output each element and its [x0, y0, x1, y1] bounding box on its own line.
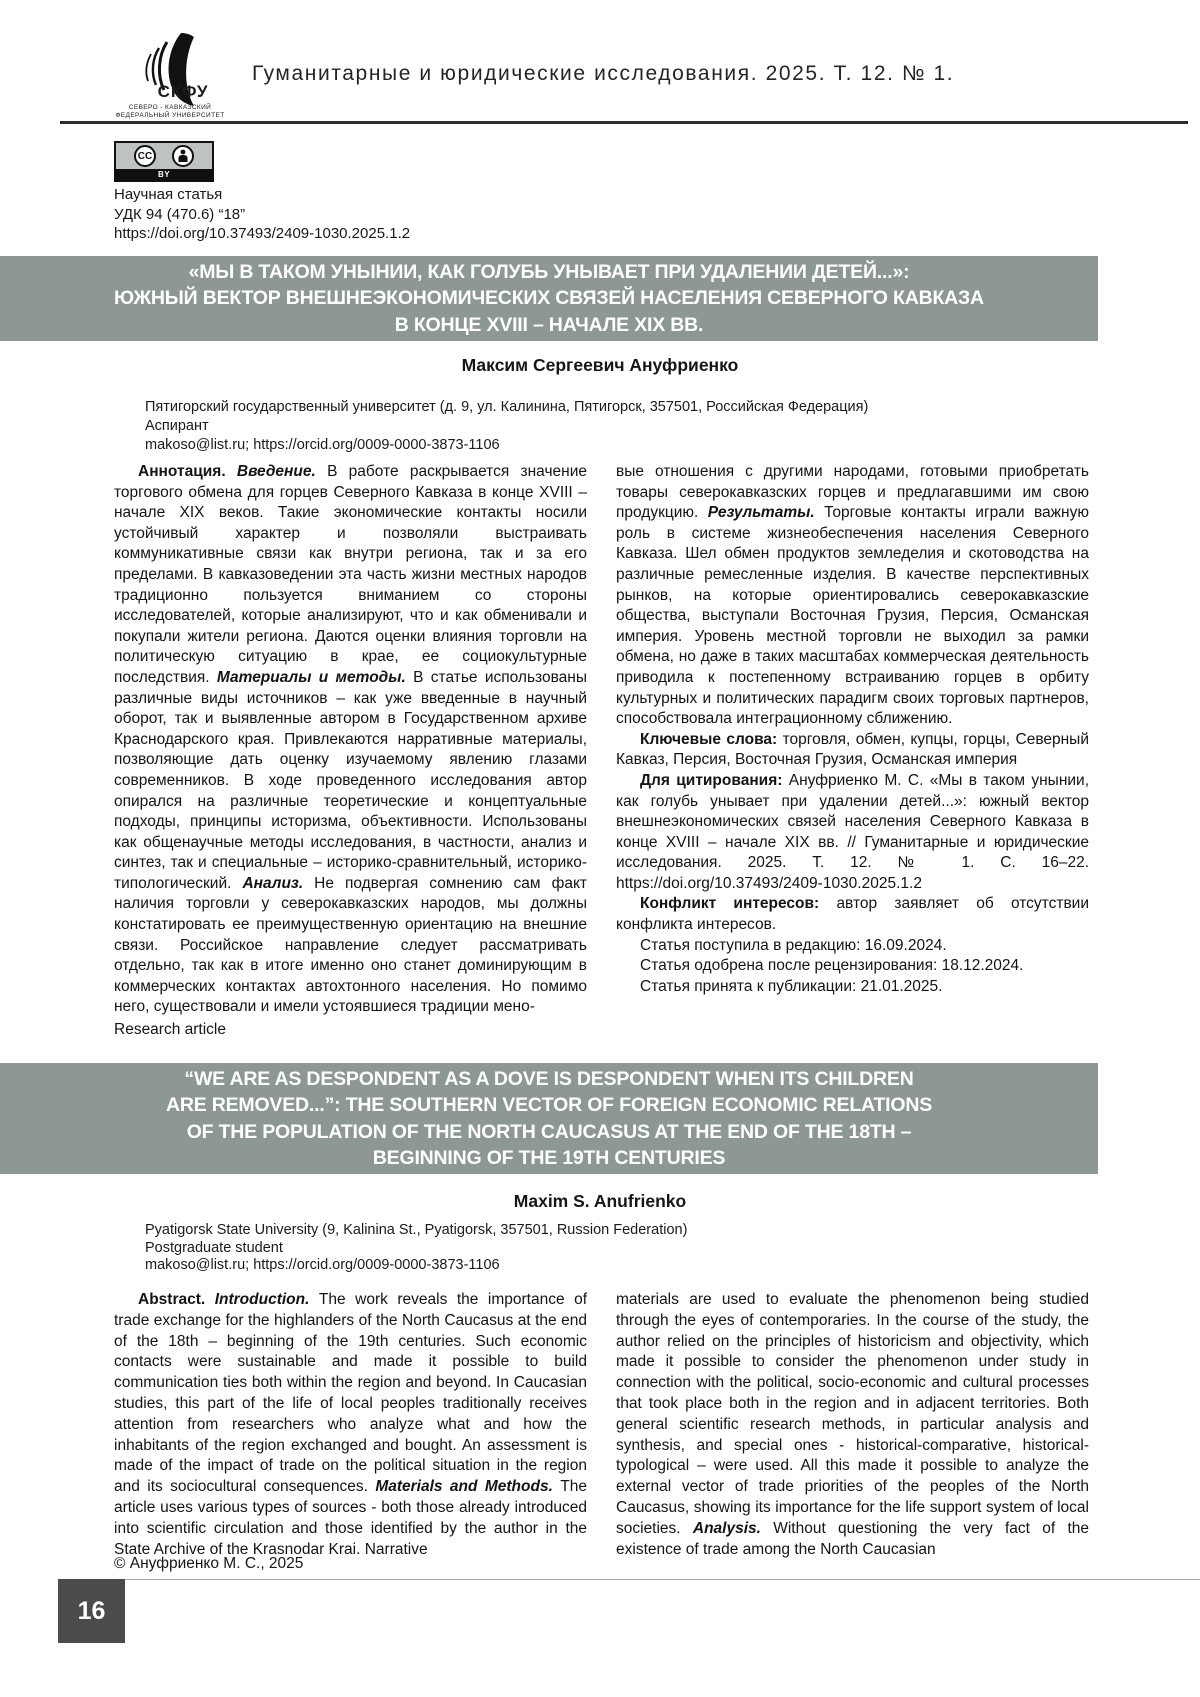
footer-divider [58, 1579, 1200, 1580]
citation-ru: Для цитирования: Ануфриенко М. С. «Мы в таком унынии, как голубь унывает при удалении детей...»: южный вектор внешнеэкономических связей населения Северного Кавказа в конце XVIII – начале XIX вв. // Гуманитарные и юридические исследования. 2025. Т. 12. № 1. С. 16–22. https://doi.org/10.37493/2409-1030.2025.1.2 [616, 771, 1090, 892]
abstract-en-continuation: materials are used to evaluate the phenomenon being studied through the eyes of contemporaries. In the course of the study, the author relied on the principles of historicism and objectivity, which made it possible to consider the phenomenon under study in connection with the political, socio-economic and cultural processes that took place both in the region and in adjacent territories. Both general scientific research methods, in particular analysis and synthesis, and special ones - historical-comparative, historical-typological – were used. All this made it possible to analyze the external vector of trade priorities of the peoples of the North Caucasus, showing its importance for the life support system of local societies. Analysis. Without questioning the very fact of the existence of trade among the North Caucasian [616, 1291, 1089, 1558]
title-en-line3: OF THE POPULATION OF THE NORTH CAUCASUS AT THE END OF THE 18TH – [186, 1120, 912, 1143]
logo-abbr: СКФУ [157, 82, 209, 101]
cc-icon: CC [134, 145, 156, 167]
title-en-line1: “WE ARE AS DESPONDENT AS A DOVE IS DESPONDENT WHEN ITS CHILDREN [184, 1067, 914, 1090]
university-logo [112, 32, 228, 132]
doi-link[interactable]: https://doi.org/10.37493/2409-1030.2025.1.2 [114, 225, 411, 242]
date-accepted: Статья принята к публикации: 21.01.2025. [640, 977, 943, 995]
date-received: Статья поступила в редакцию: 16.09.2024. [640, 936, 947, 954]
abstract-ru-paragraph: Аннотация. Введение. В работе раскрывается значение торгового обмена для горцев Северного Кавказа в конце XVIII – начале XIX веков. Такие экономические контакты носили устойчивый характер и позволяли выстраивать коммуникативные связи как внутри региона, так и за его пределами. В кавказоведении эта часть жизни местных народов традиционно пользуется вниманием со стороны исследователей, которые анализируют, что и как обменивали и покупали жители региона. Даются оценки влияния торговли на политическую ситуацию в крае, ее социокультурные последствия. Материалы и методы. В статье использованы различные виды источников – как уже введенные в научный оборот, так и выявленные автором в Государственном архиве Краснодарского края. Привлекаются нарративные материалы, позволяющие дать оценку изучаемому явлению глазами современников. В ходе проведенного исследования автор опирался на различные теоретические и концептуальные подходы, принципы историзма, объективности. Использованы как общенаучные методы исследования, в частности, анализ и синтез, так и специальные – историко-сравнительный, историко-типологический. Анализ. Не подвергая сомнению сам факт наличия торговли у северокавказских народов, мы должны констатировать ее преимущественную ориентацию на внешние связи. Российское направление следует рассматривать отдельно, так как в итоге именно оно станет доминирующим в коммерческих контактах автохтонного населения. Но помимо него, существовали и имели устоявшиеся традиции мено- [114, 463, 587, 1016]
title-en-line4: BEGINNING OF THE 19TH CENTURIES [372, 1147, 726, 1169]
abstract-ru-left-column [114, 462, 587, 1018]
abstract-ru-continuation: вые отношения с другими народами, готовыми приобретать товары северокавказских горцев и предлагавшими им свою продукцию. Результаты. Торговые контакты играли важную роль в системе жизнеобеспечения населения Северного Кавказа. Шел обмен продуктов земледелия и скотоводства на различные ремесленные изделия. В качестве перспективных рынков, на которые ориентировались северокавказские общества, выступали Восточная Грузия, Персия, Османская империя. Уровень местной торговли не выходил за рамки обмена, но даже в таких масштабах коммерческая деятельность приводила к постепенному встраиванию горцев в орбиту культурных и политических парадигм своих торговых партнеров, способствовала интеграционному сближению. [616, 463, 1089, 728]
title-ru-line1: «МЫ В ТАКОМ УНЫНИИ, КАК ГОЛУБЬ УНЫВАЕТ ПРИ УДАЛЕНИИ ДЕТЕЙ...»: [188, 260, 910, 283]
position-en: Postgraduate student [145, 1239, 283, 1256]
position-ru: Аспирант [145, 418, 209, 434]
title-ru-line3: В КОНЦЕ XVIII – НАЧАЛЕ XIX ВВ. [394, 313, 704, 336]
abstract-ru-right-column [616, 462, 1089, 997]
header-rule [60, 121, 1188, 124]
abstract-en-paragraph: Abstract. Introduction. The work reveals the importance of trade exchange for the highlanders of the North Caucasus at the end of the 18th – beginning of the 19th centuries. Such economic contacts were sustainable and made it possible to build communication ties both within the region and beyond. In Caucasian studies, this part of the life of local peoples traditionally receives attention from researchers who analyze what and how the inhabitants of the region exchanged and bought. An assessment is made of the impact of trade on the political situation in the region and its sociocultural consequences. Materials and Methods. The article uses various types of sources - both those already introduced into scientific circulation and those identified by the author in the State Archive of the Krasnodar Krai. Narrative [114, 1291, 587, 1558]
title-en-line2: ARE REMOVED...”: THE SOUTHERN VECTOR OF FOREIGN ECONOMIC RELATIONS [165, 1094, 933, 1116]
author-name-ru: Максим Сергеевич Ануфриенко [461, 355, 739, 375]
title-ru-line2: ЮЖНЫЙ ВЕКТОР ВНЕШНЕЭКОНОМИЧЕСКИХ СВЯЗЕЙ НАСЕЛЕНИЯ СЕВЕРНОГО КАВКАЗА [114, 287, 984, 310]
journal-title: Гуманитарные и юридические исследования. 2025. Т. 12. № 1. [252, 62, 955, 85]
udc-code: УДК 94 (470.6) “18” [114, 205, 246, 223]
logo-caption-line1: СЕВЕРО - КАВКАЗСКИЙ [128, 104, 212, 111]
author-contact-ru[interactable]: makoso@list.ru; https://orcid.org/0009-0000-3873-1106 [145, 437, 500, 453]
article-type-ru: Научная статья [114, 186, 223, 203]
logo-caption-line2: ФЕДЕРАЛЬНЫЙ УНИВЕРСИТЕТ [115, 112, 225, 119]
abstract-en-right-column [616, 1290, 1089, 1560]
title-banner-ru [0, 256, 1098, 341]
copyright-notice: © Ануфриенко М. С., 2025 [114, 1555, 304, 1572]
author-info-en [145, 1222, 687, 1275]
page-number-badge: 16 [58, 1579, 125, 1643]
attribution-person-icon [172, 145, 194, 167]
cc-by-label: BY [116, 169, 212, 180]
keywords-ru: Ключевые слова: торговля, обмен, купцы, горцы, Северный Кавказ, Персия, Восточная Грузия, Османская империя [616, 730, 1089, 769]
affiliation-ru: Пятигорский государственный университет (д. 9, ул. Калинина, Пятигорск, 357501, Российская Федерация) [145, 399, 869, 415]
abstract-en-left-column [114, 1290, 587, 1560]
author-contact-en[interactable]: makoso@list.ru; https://orcid.org/0009-0000-3873-1106 [145, 1257, 500, 1273]
research-article-label: Research article [114, 1021, 226, 1038]
cc-by-license-badge [114, 141, 214, 182]
title-banner-en [0, 1063, 1098, 1174]
affiliation-en: Pyatigorsk State University (9, Kalinina St., Pyatigorsk, 357501, Russion Federation) [145, 1222, 688, 1238]
author-name-en: Maxim S. Anufrienko [513, 1191, 687, 1211]
conflict-of-interest-ru: Конфликт интересов: автор заявляет об отсутствии конфликта интересов. [616, 895, 1089, 934]
author-info-ru [145, 398, 868, 455]
date-approved: Статья одобрена после рецензирования: 18.12.2024. [640, 957, 1024, 975]
